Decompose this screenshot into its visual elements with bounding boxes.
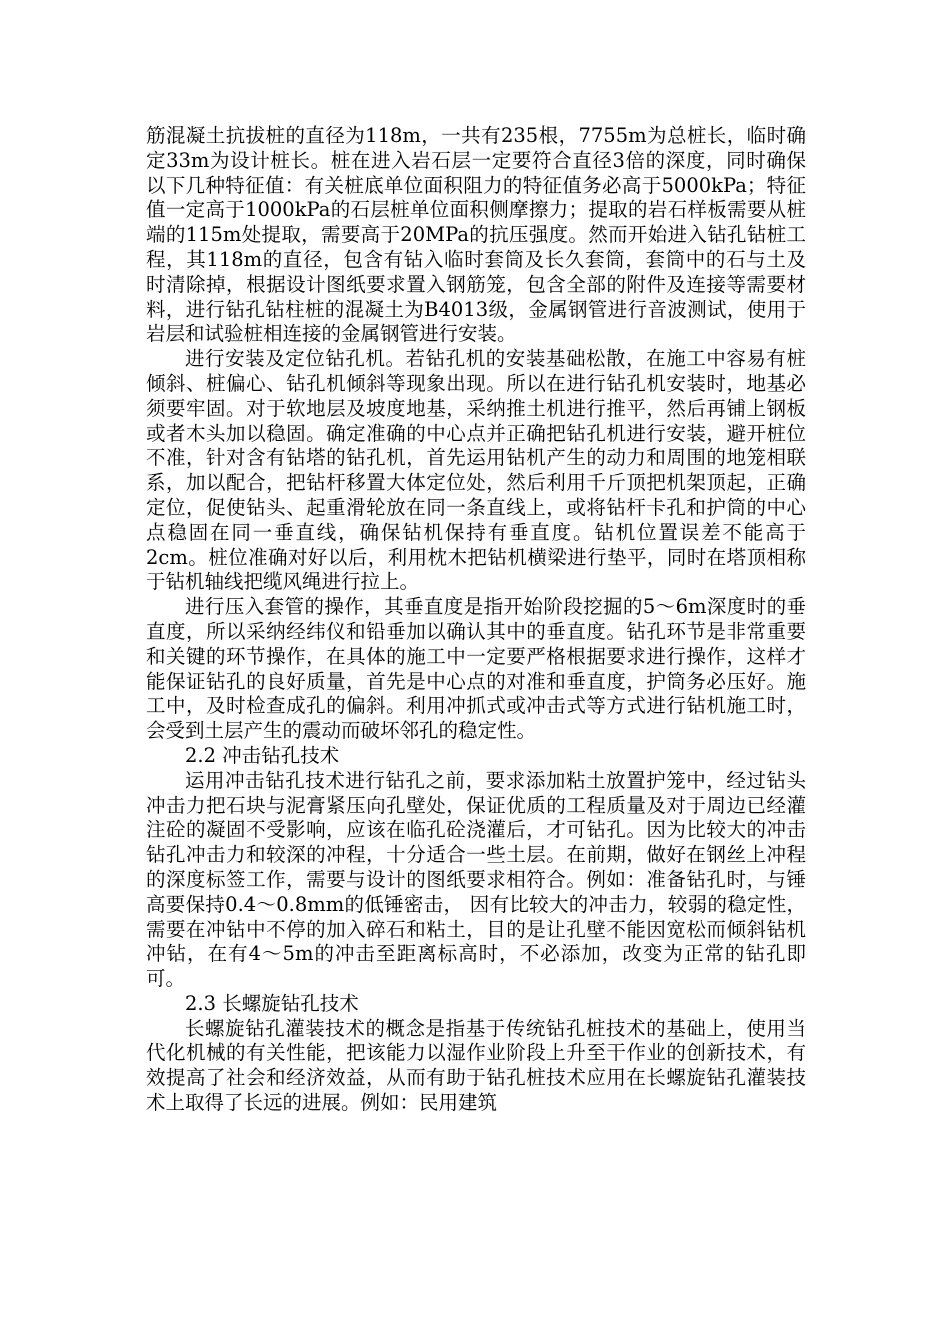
paragraph-percussion-drilling: 运用冲击钻孔技术进行钻孔之前，要求添加粘土放置护笼中，经过钻头冲击力把石块与泥膏紧压向孔壁处，保证优质的工程质量及对于周边已经灌注砼的凝固不受影响，应该在临孔砼浇灌后，才可钻孔。因为比较大的冲击钻孔冲击力和较深的冲程，十分适合一些土层。在前期，做好在钢丝上冲程的深度标签工作，需要与设计的图纸要求相符合。例如：准备钻孔时，与锤高要保持0.4～0.8mm的低锤密击， 因有比较大的冲击力，较弱的稳定性，需要在冲钻中不停的加入碎石和粘土，目的是让孔壁不能因宽松而倾斜钻机冲钻，在有4～5m的冲击至距离标高时，不必添加，改变为正常的钻孔即可。	[146, 768, 806, 991]
section-heading-percussion-drilling: 2.2 冲击钻孔技术	[185, 743, 340, 767]
paragraph-casing-verticality: 进行压入套管的操作，其垂直度是指开始阶段挖掘的5～6m深度时的垂直度，所以采纳经纬仪和铅垂加以确认其中的垂直度。钻孔环节是非常重要和关键的环节操作，在具体的施工中一定要严格根据要求进行操作，这样才能保证钻孔的良好质量，首先是中心点的对准和垂直度，护筒务必压好。施工中，及时检查成孔的偏斜。利用冲抓式或冲击式等方式进行钻机施工时，会受到土层产生的震动而破坏邻孔的稳定性。	[146, 595, 806, 743]
section-heading-long-auger-drilling: 2.3 长螺旋钻孔技术	[185, 991, 359, 1015]
paragraph-pile-specs: 筋混凝土抗拔桩的直径为118m，一共有235根，7755m为总桩长，临时确定33m为设计桩长。桩在进入岩石层一定要符合直径3倍的深度，同时确保以下几种特征值：有关桩底单位面积阻力的特征值务必高于5000kPa；特征值一定高于1000kPa的石层桩单位面积侧摩擦力；提取的岩石样板需要从桩端的115m处提取，需要高于20MPa的抗压强度。然而开始进入钻孔钻桩工程，其118m的直径，包含有钻入临时套筒及长久套筒，套筒中的石与土及时清除掉，根据设计图纸要求置入钢筋笼，包含全部的附件及连接等需要材料，进行钻孔钻柱桩的混凝土为B4013级，金属钢管进行音波测试，使用于岩层和试验桩相连接的金属钢管进行安装。	[146, 124, 806, 346]
paragraph-drill-installation: 进行安装及定位钻孔机。若钻孔机的安装基础松散，在施工中容易有桩倾斜、桩偏心、钻孔机倾斜等现象出现。所以在进行钻孔机安装时，地基必须要牢固。对于软地层及坡度地基，采纳推土机进行推平，然后再铺上钢板或者木头加以稳固。确定准确的中心点并正确把钻孔机进行安装，避开桩位不准，针对含有钻塔的钻孔机，首先运用钻机产生的动力和周围的地笼相联系，加以配合，把钻杆移置大体定位处，然后利用千斤顶把机架顶起，正确定位，促使钻头、起重滑轮放在同一条直线上，或将钻杆卡孔和护筒的中心点稳固在同一垂直线，确保钻机保持有垂直度。钻机位置误差不能高于2cm。桩位准确对好以后，利用枕木把钻机横梁进行垫平，同时在塔顶相称于钻机轴线把缆风绳进行拉上。	[146, 347, 806, 594]
paragraph-long-auger-drilling: 长螺旋钻孔灌装技术的概念是指基于传统钻孔桩技术的基础上，使用当代化机械的有关性能，把该能力以湿作业阶段上升至干作业的创新技术，有效提高了社会和经济效益，从而有助于钻孔桩技术应用在长螺旋钻孔灌装技术上取得了长远的进展。例如：民用建筑	[146, 1016, 806, 1115]
document-body	[146, 124, 806, 1116]
